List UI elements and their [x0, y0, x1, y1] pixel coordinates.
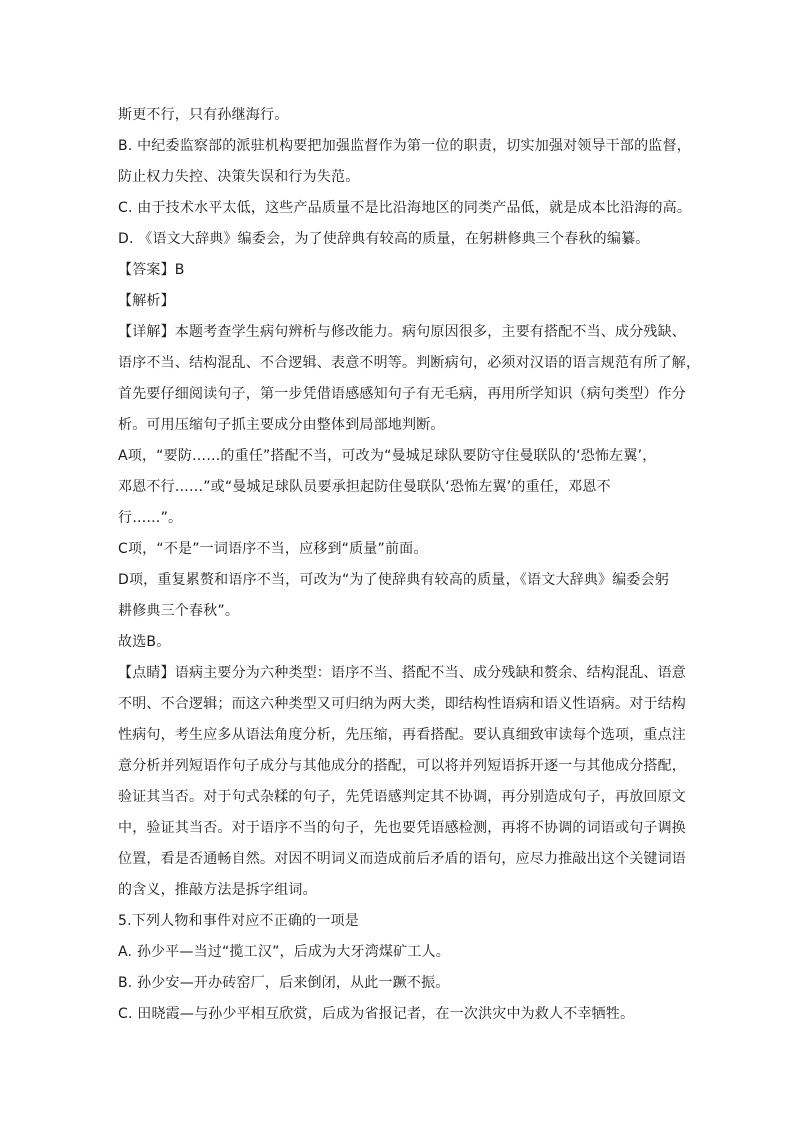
option-b-line: B. 孙少安—开办砖窑厂，后来倒闭，从此一蹶不振。 — [118, 975, 450, 991]
option-d-line: D. 《语文大辞典》编委会，为了使辞典有较高的质量，在躬耕修典三个春秋的编纂。 — [118, 231, 650, 247]
text-line: 不明、不合逻辑；而这六种类型又可归纳为两大类，即结构性语病和语义性语病。对于结构 — [118, 696, 686, 712]
document-page — [118, 100, 701, 1030]
text-line: 防止权力失控、决策失误和行为失范。 — [118, 169, 360, 185]
text-line: C项，“不是”一词语序不当，应移到“质量”前面。 — [118, 541, 428, 557]
option-b-line: B. 中纪委监察部的派驻机构要把加强监督作为第一位的职责，切实加强对领导干部的监督， — [118, 138, 691, 154]
text-line: 意分析并列短语作句子成分与其他成分的搭配，可以将并列短语拆开逐一与其他成分搭配， — [118, 758, 686, 774]
text-line: 邓恩不行……”或“曼城足球队员要承担起防住曼联队‘恐怖左翼’的重任，邓恩不 — [118, 479, 611, 495]
text-line: 的含义，推敲方法是拆字组词。 — [118, 882, 317, 898]
text-line: 语序不当、结构混乱、不合逻辑、表意不明等。判断病句，必须对汉语的语言规范有所了解， — [118, 355, 701, 371]
question-line: 5.下列人物和事件对应不正确的一项是 — [118, 913, 359, 929]
text-line: 故选B。 — [118, 634, 171, 650]
highlight-line: 【点睛】语病主要分为六种类型：语序不当、搭配不当、成分残缺和赘余、结构混乱、语意 — [118, 665, 686, 681]
text-line: 位置，看是否通畅自然。对因不明词义而造成前后矛盾的语句，应尽力推敲出这个关键词语 — [118, 851, 686, 867]
option-c-line: C. 由于技术水平太低，这些产品质量不是比沿海地区的同类产品低，就是成本比沿海的高。 — [118, 200, 692, 216]
text-line: 行……”。 — [118, 510, 183, 526]
text-line: 斯更不行，只有孙继海行。 — [118, 107, 289, 123]
text-line: 验证其当否。对于句式杂糅的句子，先凭语感判定其不协调，再分别造成句子，再放回原文 — [118, 789, 686, 805]
text-line: D项，重复累赘和语序不当，可改为“为了使辞典有较高的质量，《语文大辞典》编委会躬 — [118, 572, 670, 588]
answer-line: 【答案】B — [118, 262, 185, 278]
text-line: 析。可用压缩句子抓主要成分由整体到局部地判断。 — [118, 417, 445, 433]
text-line: 性病句，考生应多从语法角度分析，先压缩，再看搭配。要认真细致审读每个选项，重点注 — [118, 727, 686, 743]
option-a-line: A. 孙少平—当过“揽工汉”，后成为大牙湾煤矿工人。 — [118, 944, 450, 960]
text-line: 耕修典三个春秋”。 — [118, 603, 240, 619]
text-line: 中，验证其当否。对于语序不当的句子，先也要凭语感检测，再将不协调的词语或句子调换 — [118, 820, 686, 836]
analysis-heading: 【解析】 — [118, 293, 175, 309]
text-line: 首先要仔细阅读句子，第一步凭借语感感知句子有无毛病，再用所学知识（病句类型）作分 — [118, 386, 686, 402]
detail-line: 【详解】本题考查学生病句辨析与修改能力。病句原因很多，主要有搭配不当、成分残缺、 — [118, 324, 686, 340]
option-c-line: C. 田晓霞—与孙少平相互欣赏，后成为省报记者，在一次洪灾中为救人不幸牺牲。 — [118, 1006, 635, 1022]
text-line: A项，“要防……的重任”搭配不当，可改为“曼城足球队要防守住曼联队的‘恐怖左翼’， — [118, 448, 657, 464]
